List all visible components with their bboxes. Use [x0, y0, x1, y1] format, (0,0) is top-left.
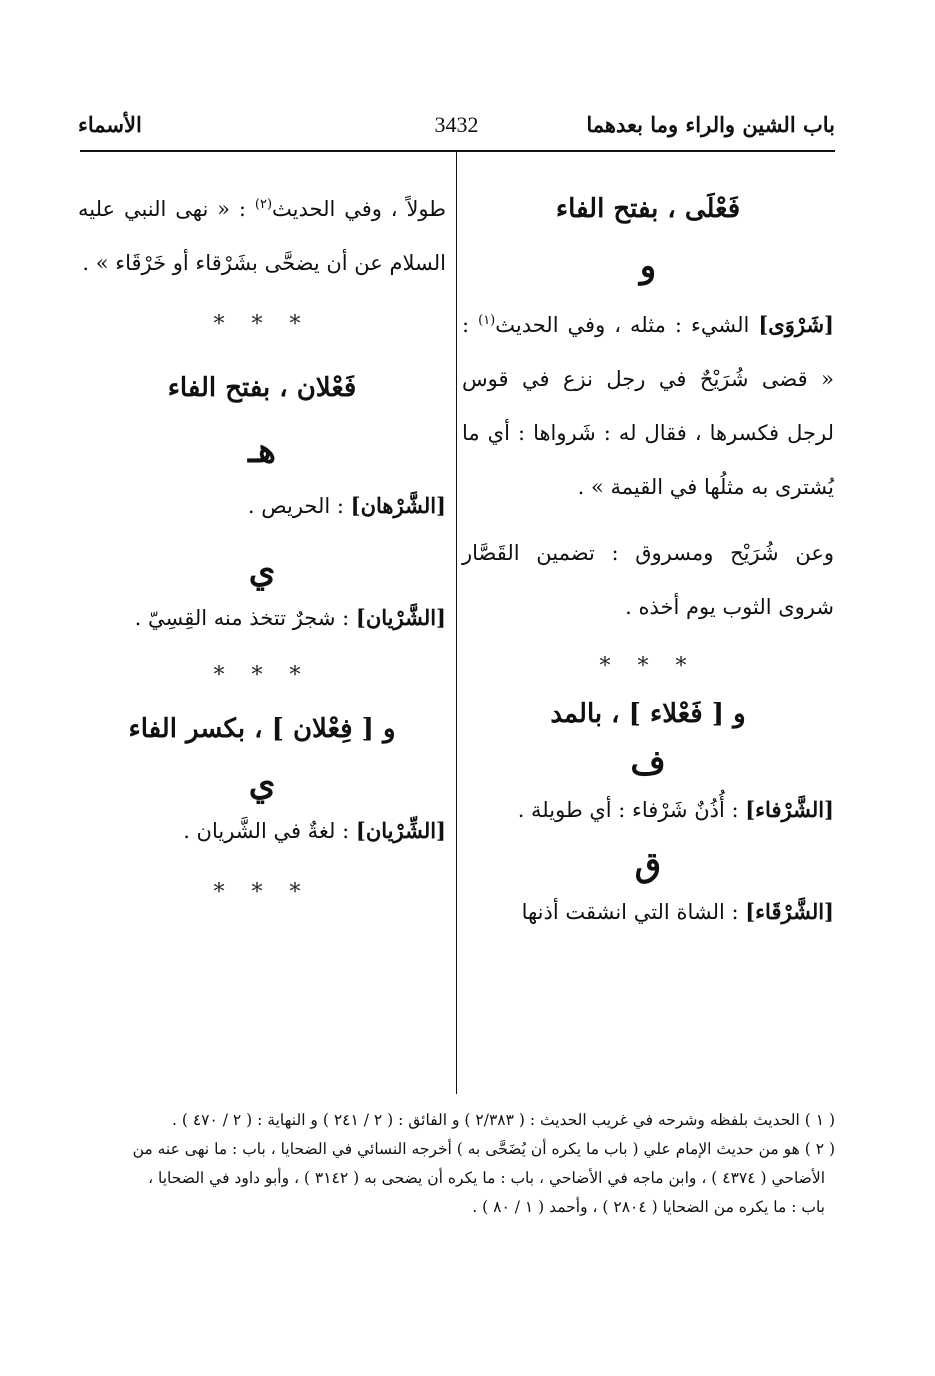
footnote-1: ( ١ ) الحديث بلفظه وشرحه في غريب الحديث : ( ٢/٣٨٣ ) و الفائق : ( ٢ / ٢٤١ ) و النهاية : ( ٢ / ٤٧٠ ) .: [172, 1111, 835, 1129]
entry-sharyan-text: : شجرٌ تتخذ منه القِسِيّ .: [134, 606, 350, 630]
footnote-2-line-2: الأضاحي ( ٤٣٧٤ ) ، وابن ماجه في الأضاحي ، باب : ما يكره أن يضحى به ( ٣١٤٢ ) ، وأبو داود في الضحايا ،: [148, 1169, 825, 1187]
section-title: الأسماء: [78, 112, 142, 137]
entry-sharhan: [78, 479, 446, 533]
footnote-2-line-3: باب : ما يكره من الضحايا ( ٢٨٠٤ ) ، وأحمد ( ١ / ٨٠ ) .: [472, 1198, 825, 1216]
letter-heading-qaf: ق: [634, 845, 662, 885]
letter-heading-ya: ي: [248, 764, 276, 804]
entry-shrwa: [462, 294, 834, 514]
entry-shiryan-text: : لغةٌ في الشَّريان .: [183, 819, 350, 843]
headword-shrwa: [شَرْوَى]: [758, 312, 834, 337]
pattern-heading-falaa: و [ فَعْلاء ] ، بالمد: [550, 699, 746, 729]
section-separator: * * *: [599, 654, 697, 679]
entry-sharfa: [462, 783, 834, 837]
headword-sharyan: [الشَّرْيان]: [355, 605, 446, 630]
paragraph-shurayh: وعن شُرَيْح ومسروق : تضمين القَصَّار شروى الثوب يوم أخذه .: [462, 541, 834, 619]
entry-shiryan: [78, 804, 446, 858]
footnote-2-line-1: ( ٢ ) هو من حديث الإمام علي ( باب ما يكره أن يُضَحَّى به ) أخرجه النسائي في الضحايا ، باب : ما نهى عنه من: [132, 1140, 835, 1158]
letter-heading-ya: ي: [248, 551, 276, 591]
left-column: [78, 178, 446, 905]
entry-sharqa: [462, 885, 834, 939]
entry-sharfa-text: : أُذُنٌ شَرْفاء : أي طويلة .: [517, 798, 739, 822]
letter-heading-ha: هـ: [248, 431, 276, 471]
headword-shiryan: [الشِّرْيان]: [355, 818, 446, 843]
headword-sharfa: [الشَّرْفاء]: [745, 797, 834, 822]
chapter-title: باب الشين والراء وما بعدهما: [586, 112, 835, 137]
entry-sharqa-continued: [78, 178, 446, 290]
continued-text-hadith: : « نهى النبي عليه السلام عن أن يضحَّى بشَرْقاء أو خَرْقَاء » .: [78, 197, 446, 275]
pattern-heading-filan: و [ فِعْلان ] ، بكسر الفاء: [128, 714, 396, 744]
letter-heading-waw: و: [639, 246, 657, 286]
right-column: [462, 178, 834, 939]
pattern-heading-fala: فَعْلَى ، بفتح الفاء: [555, 194, 741, 224]
entry-sharyan: [78, 591, 446, 645]
entry-sharqa-text: : الشاة التي انشقت أذنها: [521, 900, 739, 924]
headword-sharhan: [الشَّرْهان]: [350, 493, 446, 518]
continued-text: طولاً ، وفي الحديث: [272, 197, 446, 221]
column-divider: [456, 152, 457, 1094]
header-rule: [80, 150, 835, 152]
page-number: 3432: [434, 112, 479, 137]
running-head: [78, 112, 835, 142]
section-separator: * * *: [213, 663, 311, 688]
letter-heading-fa: ف: [630, 743, 666, 783]
entry-shrwa-text-cont: : « قضى شُرَيْحٌ في رجل نزع في قوس لرجل فكسرها ، فقال له : شَرواها : أي ما يُشترى به مثلُها في القيمة » .: [462, 313, 834, 499]
section-separator: * * *: [213, 880, 311, 905]
footnotes: [80, 1106, 835, 1222]
headword-sharqa: [الشَّرْقَاء]: [745, 899, 834, 924]
entry-sharhan-text: : الحريص .: [247, 494, 344, 518]
pattern-heading-falan: فَعْلان ، بفتح الفاء: [167, 373, 357, 403]
footnote-ref-2: (٢): [254, 197, 273, 212]
section-separator: * * *: [213, 312, 311, 337]
entry-shrwa-text: الشيء : مثله ، وفي الحديث: [495, 313, 750, 337]
footnote-ref-1: (١): [478, 313, 496, 328]
